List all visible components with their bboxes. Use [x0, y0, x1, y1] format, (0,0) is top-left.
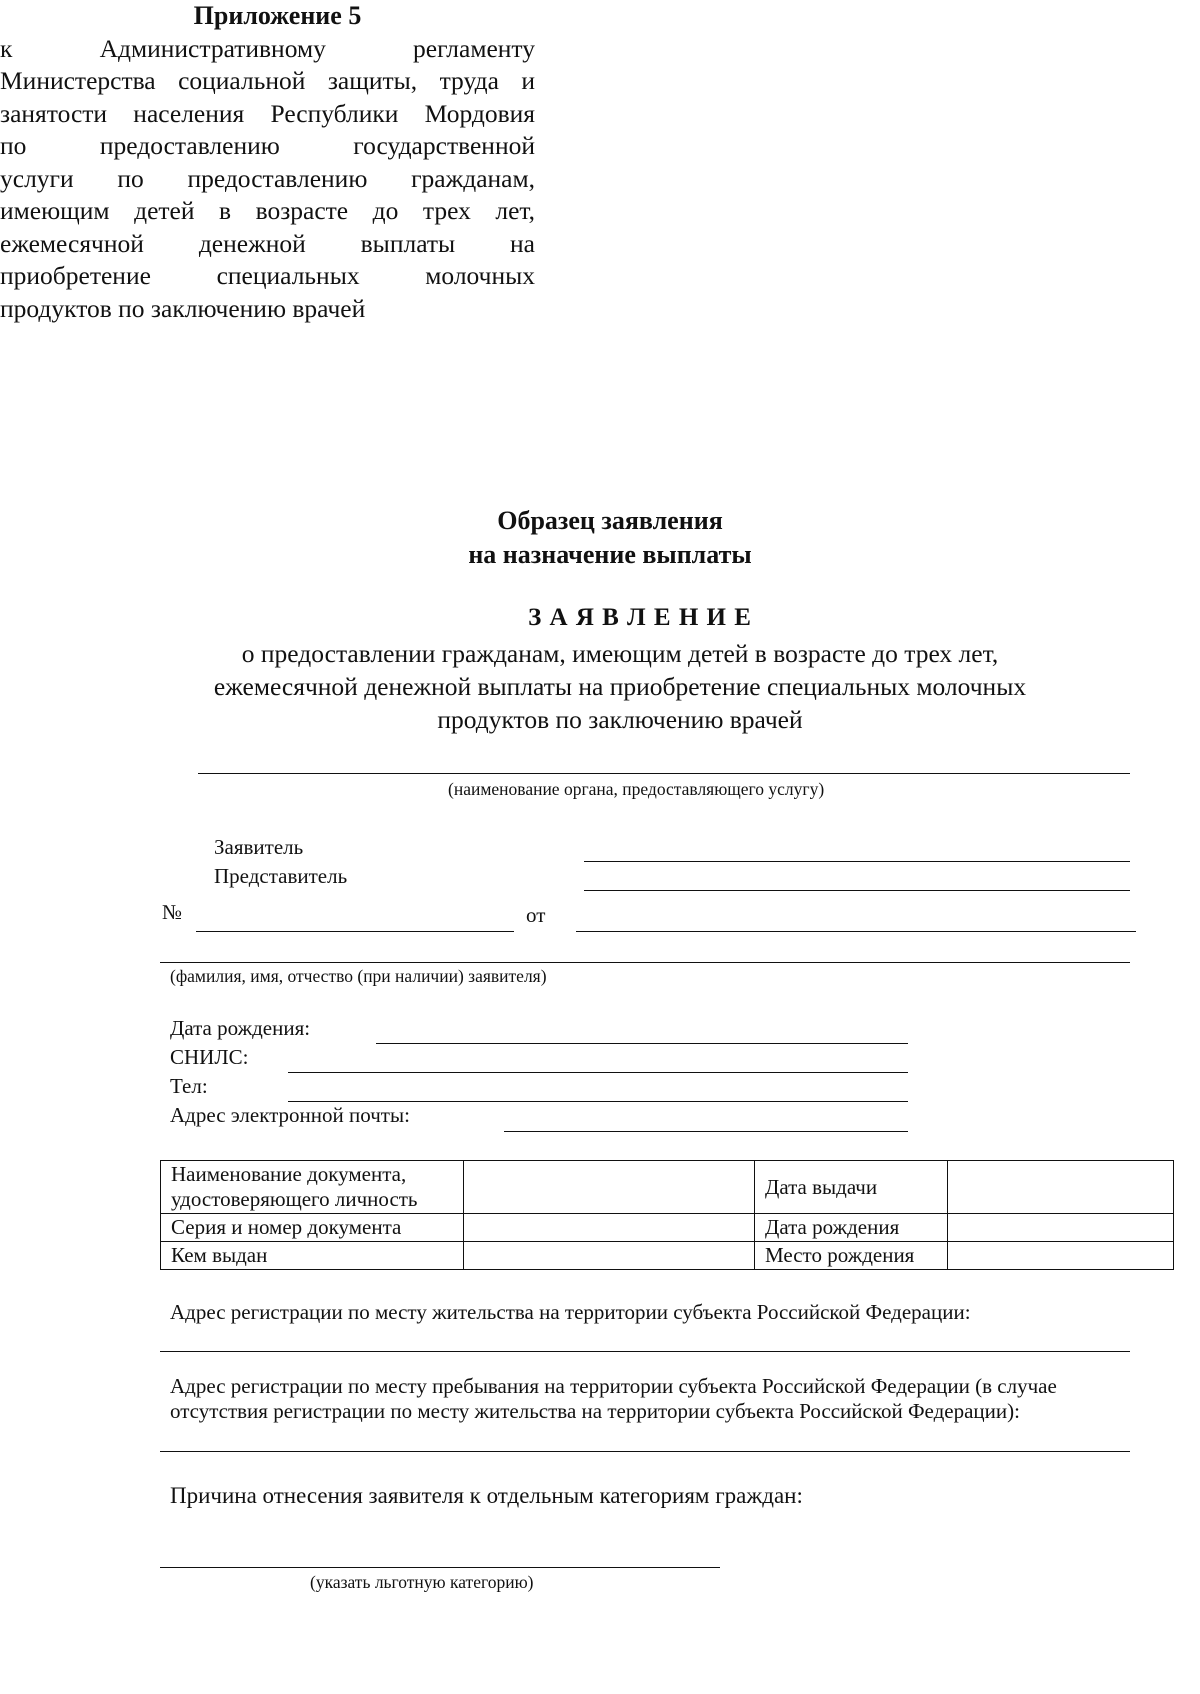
representative-label: Представитель [214, 864, 348, 888]
authority-field-line[interactable] [198, 773, 1130, 774]
fio-field-line[interactable] [160, 962, 1130, 963]
birth-place-value-cell[interactable] [948, 1242, 1174, 1270]
series-number-value-cell[interactable] [464, 1214, 755, 1242]
sample-title [0, 504, 1200, 572]
from-label: от [526, 903, 546, 927]
number-field-line[interactable] [196, 931, 514, 932]
residence-address-field-line[interactable] [160, 1351, 1130, 1352]
category-label: Причина отнесения заявителя к отдельным категориям граждан: [170, 1483, 803, 1508]
representative-field-line[interactable] [584, 890, 1130, 891]
appendix-line: продуктов по заключению врачей [0, 293, 366, 323]
series-number-label: Серия и номер документа [161, 1214, 464, 1242]
email-label: Адрес электронной почты: [170, 1103, 410, 1127]
residence-address-label: Адрес регистрации по месту жительства на территории субъекта Российской Федерации: [170, 1300, 971, 1324]
appendix-line: приобретение специальных молочных [0, 261, 535, 290]
stay-address-label [170, 1374, 1057, 1424]
applicant-label: Заявитель [214, 835, 304, 859]
table-row [161, 1214, 1174, 1242]
issued-by-label: Кем выдан [161, 1242, 464, 1270]
number-label: № [162, 900, 183, 924]
stay-address-line2: отсутствия регистрации по месту жительства на территории субъекта Российской Федерации): [170, 1399, 1020, 1423]
birth-date-table-label: Дата рождения [755, 1214, 948, 1242]
appendix-line: услуги по предоставлению гражданам, [0, 163, 535, 193]
doc-name-label: Наименование документа, удостоверяющего личность [161, 1161, 464, 1214]
stay-address-field-line[interactable] [160, 1451, 1130, 1452]
fio-caption: (фамилия, имя, отчество (при наличии) заявителя) [170, 966, 547, 986]
appendix-line: к Административному регламенту [0, 33, 535, 63]
category-field-line[interactable] [160, 1567, 720, 1568]
appendix-line: имеющим детей в возрасте до трех лет, [0, 196, 535, 225]
application-subtitle-line1: о предоставлении гражданам, имеющим детей в возрасте до трех лет, [241, 639, 999, 668]
snils-field-line[interactable] [288, 1072, 908, 1073]
appendix-line: занятости населения Республики Мордовия [0, 98, 535, 128]
snils-label: СНИЛС: [170, 1045, 249, 1069]
appendix-line: Министерства социальной защиты, труда и [0, 66, 535, 95]
id-document-table [160, 1160, 1174, 1270]
from-field-line[interactable] [576, 931, 1136, 932]
appendix-block [0, 0, 535, 325]
category-caption: (указать льготную категорию) [310, 1572, 534, 1592]
appendix-title: Приложение 5 [193, 1, 362, 30]
appendix-body [0, 33, 535, 326]
birth-place-label: Место рождения [755, 1242, 948, 1270]
applicant-field-line[interactable] [584, 861, 1130, 862]
doc-name-value-cell[interactable] [464, 1161, 755, 1214]
birth-date-label: Дата рождения: [170, 1016, 311, 1040]
appendix-line: ежемесячной денежной выплаты на [0, 228, 535, 258]
phone-label: Тел: [170, 1074, 208, 1098]
birth-date-field-line[interactable] [376, 1043, 908, 1044]
email-field-line[interactable] [504, 1131, 908, 1132]
authority-caption: (наименование органа, предоставляющего услугу) [448, 779, 825, 799]
phone-field-line[interactable] [288, 1101, 908, 1102]
application-subtitle-line3: продуктов по заключению врачей [437, 705, 803, 734]
issue-date-value-cell[interactable] [948, 1161, 1174, 1214]
application-heading: З А Я В Л Е Н И Е [528, 604, 752, 631]
appendix-line: по предоставлению государственной [0, 131, 535, 160]
application-subtitle-line2: ежемесячной денежной выплаты на приобретение специальных молочных [213, 672, 1027, 701]
application-subtitle [0, 637, 1200, 736]
sample-title-line2: на назначение выплаты [468, 540, 752, 569]
stay-address-line1: Адрес регистрации по месту пребывания на территории субъекта Российской Федерации (в случае [170, 1374, 1057, 1398]
issue-date-label: Дата выдачи [755, 1161, 948, 1214]
table-row [161, 1242, 1174, 1270]
birth-date-value-cell[interactable] [948, 1214, 1174, 1242]
issued-by-value-cell[interactable] [464, 1242, 755, 1270]
table-row [161, 1161, 1174, 1214]
sample-title-line1: Образец заявления [497, 506, 723, 535]
